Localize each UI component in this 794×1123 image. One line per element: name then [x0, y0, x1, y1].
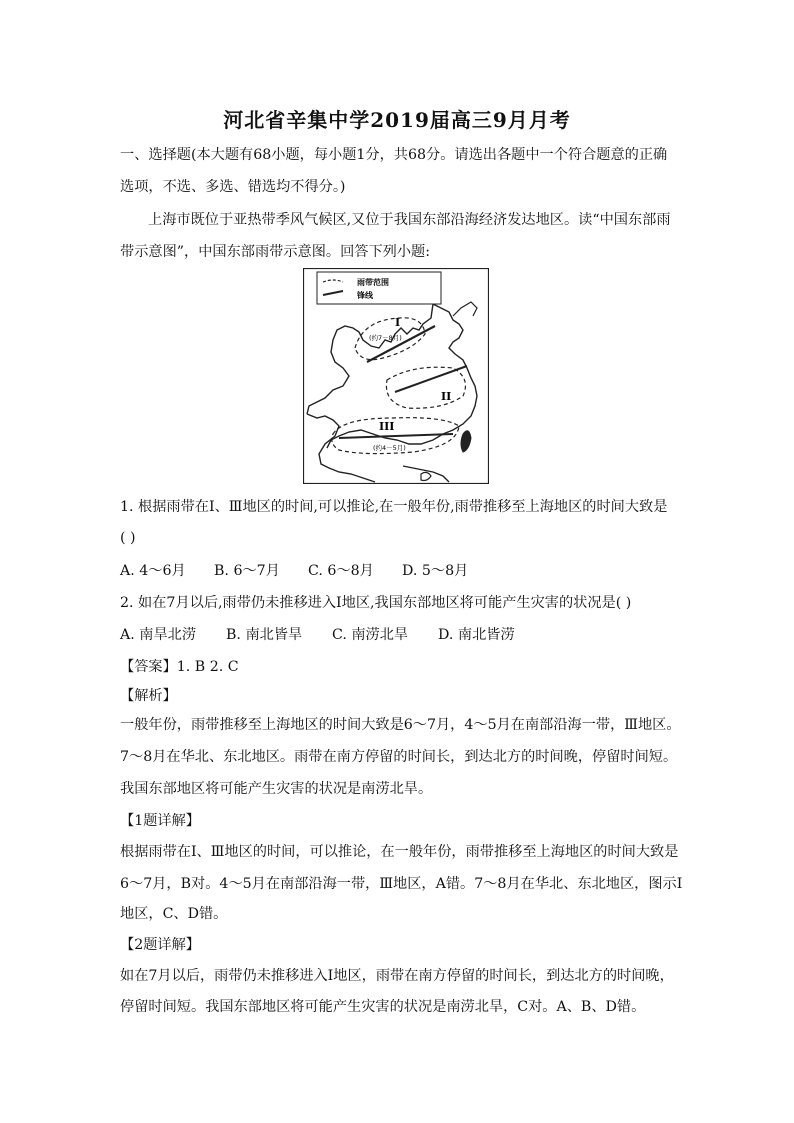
page-title: 河北省辛集中学2019届高三9月月考: [223, 108, 571, 132]
analysis-line3: 我国东部地区将可能产生灾害的状况是南涝北旱。: [120, 781, 433, 797]
analysis-line2: 7～8月在华北、东北地区。雨带在南方停留的时间长，到达北方的时间晚，停留时间短。: [120, 749, 678, 765]
q1-option-c: C. 6～8月: [308, 563, 374, 579]
intro-line2: 带示意图”，中国东部雨带示意图。回答下列小题:: [120, 244, 430, 260]
label-II: II: [441, 390, 452, 403]
answer-line: 【答案】1. B 2. C: [120, 659, 239, 675]
detail-2-heading: 【2题详解】: [120, 937, 200, 953]
intro-line1: 上海市既位于亚热带季风气候区,又位于我国东部沿海经济发达地区。读“中国东部雨: [148, 212, 671, 228]
legend-front-label: 锋线: [357, 291, 373, 300]
question-1-options: [120, 562, 680, 580]
analysis-line1: 一般年份，雨带推移至上海地区的时间大致是6～7月，4～5月在南部沿海一带，Ⅲ地区。: [120, 717, 681, 733]
q2-option-a: A. 南旱北涝: [120, 627, 197, 643]
question-2-options: [120, 626, 680, 644]
q2-option-c: C. 南涝北旱: [332, 627, 409, 643]
section-instructions-line2: 选项，不选、多选、错选均不得分。): [120, 179, 346, 195]
q1-option-d: D. 5～8月: [402, 563, 469, 579]
legend-box: [317, 272, 441, 304]
note-I: (约7－8月): [369, 334, 402, 342]
analysis-heading: 【解析】: [120, 688, 177, 704]
detail-2-line1: 如在7月以后，雨带仍未推移进入Ⅰ地区，雨带在南方停留的时间长，到达北方的时间晚，: [120, 968, 674, 984]
detail-1-heading: 【1题详解】: [120, 813, 200, 829]
question-1-line1: 1. 根据雨带在Ⅰ、Ⅲ地区的时间,可以推论,在一般年份,雨带推移至上海地区的时间大致是: [120, 499, 668, 515]
legend-rain-belt-label: 雨带范围: [357, 278, 389, 287]
label-III: III: [379, 420, 395, 433]
label-I: I: [395, 316, 401, 329]
q1-option-b: B. 6～7月: [214, 563, 280, 579]
section-instructions-line1: 一、选择题(本大题有68小题，每小题1分，共68分。请选出各题中一个符合题意的正确: [120, 147, 668, 163]
q1-option-a: A. 4～6月: [120, 563, 186, 579]
detail-1-line3: 地区，C、D错。: [120, 906, 228, 922]
q2-option-d: D. 南北皆涝: [438, 627, 515, 643]
detail-1-line2: 6～7月，B对。4～5月在南部沿海一带，Ⅲ地区，A错。7～8月在华北、东北地区，图示Ⅰ: [120, 876, 683, 892]
question-2-line1: 2. 如在7月以后,雨带仍未推移进入I地区,我国东部地区将可能产生灾害的状况是( ): [120, 595, 632, 611]
rain-belt-map: [303, 268, 489, 484]
question-1-line2: ( ): [120, 530, 136, 546]
detail-2-line2: 停留时间短。我国东部地区将可能产生灾害的状况是南涝北旱，C对。A、B、D错。: [120, 999, 646, 1015]
q2-option-b: B. 南北皆旱: [226, 627, 303, 643]
note-III: (约4－5月): [373, 444, 406, 452]
detail-1-line1: 根据雨带在Ⅰ、Ⅲ地区的时间，可以推论，在一般年份，雨带推移至上海地区的时间大致是: [120, 844, 679, 860]
